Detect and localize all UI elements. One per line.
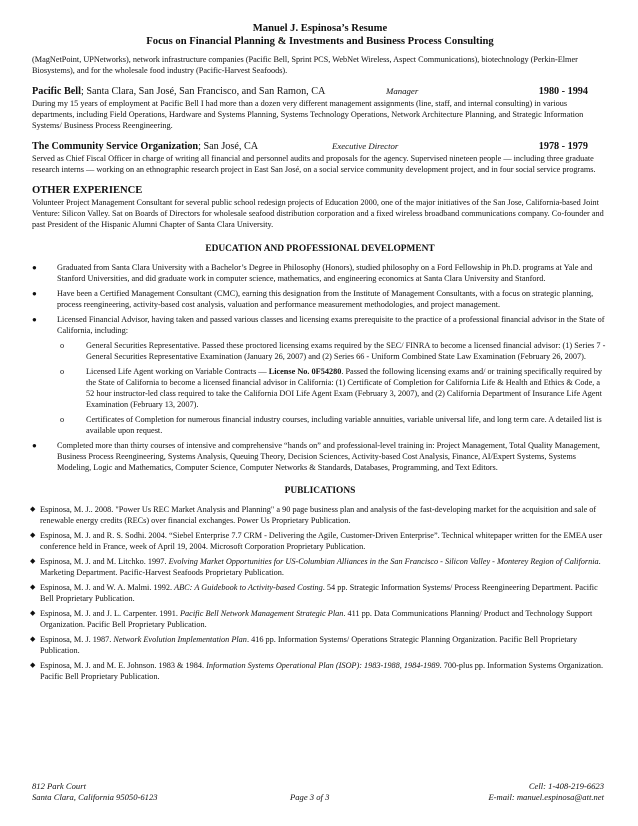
diamond-bullet-icon: ◆: [30, 531, 36, 539]
job-location: ; San José, CA: [198, 141, 259, 152]
publication-item: ◆ Espinosa, M. J.. 2008. "Power Us REC Market Analysis and Planning" a 90 page business plan and analysis of the fast-developing market for the acquisition and sale of renewable energy credits (RECs) over financial exchanges. Power Us Proprietary Publication.: [30, 505, 597, 525]
job-role: Executive Director: [332, 141, 399, 151]
other-experience-heading: OTHER EXPERIENCE: [32, 185, 143, 196]
bullet-icon: ●: [32, 315, 37, 324]
resume-page: [32, 22, 608, 686]
publication-item: ◆ Espinosa, M. J. and M. Litchko. 1997. Evolving Market Opportunities for US-Columbian Alliances in the San Francisco - Silicon Valley - Monterey Region of California. Marketing Department. Pacific-Harvest Seafoods Proprietary Publication.: [30, 557, 601, 577]
license-subitem: [57, 366, 608, 410]
job-description: Served as Chief Fiscal Officer in charge of writing all financial and personnel audits and proposals for the agency. Supervised nineteen people — including three graduate research interns — working on an ethnographic research project in East San José, on a social service community development project, and in four social service programs.: [32, 154, 596, 174]
circle-bullet-icon: o: [60, 341, 65, 350]
footer-address-line1: 812 Park Court: [32, 781, 86, 791]
publication-title: ABC: A Guidebook to Activity-based Costing: [174, 583, 323, 592]
resume-focus-subtitle: Focus on Financial Planning & Investments and Business Process Consulting: [146, 36, 494, 47]
license-subitem-text: General Securities Representative. Passed these proctored licensing exams required by the SEC/ FINRA to become a licensed financial advisor: (1) Series 7 - General Securities Representative Examination (January 26, 2007) and (2) Series 66 - Uniform Combined State Law Examination (February 26, 2007).: [86, 341, 606, 361]
license-number: License No. 0F54280: [268, 367, 342, 376]
job-years: 1978 - 1979: [538, 141, 588, 152]
job-header: [32, 140, 608, 153]
intro-paragraph: (MagNetPoint, UPNetworks), network infrastructure companies (Pacific Bell, Sprint PCS, WebNet Wireless, Aspect Communications), biotechnology (Perkin-Elmer Biosystems), and for the wholesale food industry (Pacific-Harvest Seafoods).: [32, 55, 578, 75]
job-entry-pacific-bell: [32, 85, 608, 131]
diamond-bullet-icon: ◆: [30, 583, 36, 591]
footer-address-line2: Santa Clara, California 95050-6123: [32, 792, 158, 802]
diamond-bullet-icon: ◆: [30, 609, 36, 617]
publication-item: ◆ Espinosa, M. J. and W. A. Malmi. 1992. ABC: A Guidebook to Activity-based Costing. 54 pp. Strategic Information Systems/ Process Reengineering Department. Pacific Bell Proprietary Publication.: [30, 583, 598, 603]
license-subitem: [57, 340, 608, 362]
publications-list: [32, 504, 608, 682]
education-item-text: Completed more than thirty courses of intensive and comprehensive “hands on” and professional-level training in: Project Management, Total Quality Management, Business Process Reengineering, Systems Analysis, Queuing Theory, Decision Sciences, Activity-based Cost Analysis, Finance, AI/Expert Systems, Systems Modeling, Logic and Mathematics, Computer Science, Computer Networks & Standards, Databases, Programming, and Text Editors.: [57, 441, 600, 472]
publication-item: ◆ Espinosa, M. J. 1987. Network Evolution Implementation Plan. 416 pp. Information Systems/ Operations Strategic Planning Organization. Pacific Bell Proprietary Publication.: [30, 635, 578, 655]
publication-item: ◆ Espinosa, M. J. and M. E. Johnson. 1983 & 1984. Information Systems Operational Plan (ISOP): 1983-1988, 1984-1989. 700-plus pp. Information Systems Organization. Pacific Bell Proprietary Publication.: [30, 661, 604, 681]
job-description: During my 15 years of employment at Pacific Bell I had more than a dozen very different management assignments (line, staff, and internal consulting) in various departments, including Field Operations, Hardware and Systems Planning, Systems Technology Operations, Network Architecture Planning, and Strategic Information Systems/ Business Process Reengineering.: [32, 99, 584, 130]
education-heading: EDUCATION AND PROFESSIONAL DEVELOPMENT: [205, 244, 435, 254]
employer-name: The Community Service Organization: [32, 141, 199, 152]
bullet-icon: ●: [32, 263, 37, 272]
bullet-icon: ●: [32, 289, 37, 298]
publication-title: Pacific Bell Network Management Strategic Plan: [180, 609, 344, 618]
education-item: [32, 440, 608, 473]
job-years: 1980 - 1994: [538, 86, 588, 97]
circle-bullet-icon: o: [60, 415, 65, 424]
education-item-text: Licensed Financial Advisor, having taken and passed various classes and licensing exams prerequisite to the practice of a professional financial advisor in the State of California, including:: [57, 315, 605, 335]
license-subitem-text: Licensed Life Agent working on Variable Contracts —: [86, 367, 269, 376]
diamond-bullet-icon: ◆: [30, 635, 36, 643]
diamond-bullet-icon: ◆: [30, 505, 36, 513]
publication-item: ◆ Espinosa, M. J. and J. L. Carpenter. 1991. Pacific Bell Network Management Strategic Plan. 411 pp. Data Communications Planning/ Product and Technology Support Organization. Pacific Bell Proprietary Publication.: [30, 609, 593, 629]
circle-bullet-icon: o: [60, 367, 65, 376]
education-item: [32, 288, 608, 310]
footer-contact: [488, 781, 604, 803]
job-header: [32, 85, 608, 98]
bullet-icon: ●: [32, 441, 37, 450]
education-item-text: Graduated from Santa Clara University with a Bachelor’s Degree in Philosophy (Honors), studied philosophy on a Ford Fellowship in Ph.D. programs at Yale and Stanford Universities, and did graduate work in computer science, mathematics, and engineering economics at Santa Clara University and Stanford.: [57, 263, 593, 283]
employer-name: Pacific Bell: [32, 86, 81, 97]
footer-cell: Cell: 1-408-219-6623: [528, 781, 604, 791]
diamond-bullet-icon: ◆: [30, 557, 36, 565]
job-entry-community-service-organization: [32, 140, 608, 175]
publication-title: Network Evolution Implementation Plan: [113, 635, 247, 644]
publications-heading: PUBLICATIONS: [284, 486, 356, 496]
license-subitem-text: . Passed the following licensing exams and/ or training specifically required by the State of California to become a licensed financial advisor in California: (1) Certificate of Completion for California Life & Health and Ethics & Code, a 52 hour instructor-led class required to take the California DOI Life Agent Exam (February 3, 2007), and (2) California Department of Insurance Life Agent Examination (February 13, 2007).: [86, 367, 603, 409]
education-item: [32, 314, 608, 436]
license-sublist: [57, 340, 608, 436]
license-subitem: [57, 414, 608, 436]
resume-header: [32, 22, 608, 48]
publication-title: Information Systems Operational Plan (ISOP): 1983-1988, 1984-1989: [206, 661, 440, 670]
resume-title: Manuel J. Espinosa’s Resume: [252, 23, 388, 34]
footer-address: [32, 781, 158, 803]
job-location: ; Santa Clara, San José, San Francisco, and San Ramon, CA: [80, 86, 326, 97]
education-item-text: Have been a Certified Management Consultant (CMC), earning this designation from the Institute of Management Consultants, with a focus on strategic planning, process reengineering, activity-based cost analysis, valuation and performance measurement methodologies, and project management.: [57, 289, 594, 309]
diamond-bullet-icon: ◆: [30, 661, 36, 669]
footer-page-number: Page 3 of 3: [290, 792, 330, 802]
publication-item: ◆ Espinosa, M. J. and R. S. Sodhi. 2004. “Siebel Enterprise 7.7 CRM - Delivering the Agile, Customer-Driven Enterprise”. Technical whitepaper written for the EMEA user conference held in France, week of April 19, 2004. Microsoft Corporation Proprietary Publication.: [30, 531, 603, 551]
footer-email[interactable]: E-mail: manuel.espinosa@att.net: [488, 792, 604, 802]
publication-title: Evolving Market Opportunities for US-Columbian Alliances in the San Francisco - Silicon Valley - Monterey Region of California: [168, 557, 599, 566]
education-list: [32, 262, 608, 473]
license-subitem-text: Certificates of Completion for numerous financial industry courses, including variable annuities, variable universal life, and long term care. A detailed list is available upon request.: [86, 415, 602, 435]
job-role: Manager: [386, 86, 419, 96]
education-item: [32, 262, 608, 284]
other-experience-text: Volunteer Project Management Consultant for several public school redesign projects of Education 2000, one of the major initiatives of the San Jose, California-based Joint Venture: Silicon Valley. Sat on Boards of Directors for wholesale seafood distribution corporation and a fixed wireless broadband communications company. Co-founder and past President of the Hispanic Alumni Chapter of Santa Clara University.: [32, 198, 604, 229]
